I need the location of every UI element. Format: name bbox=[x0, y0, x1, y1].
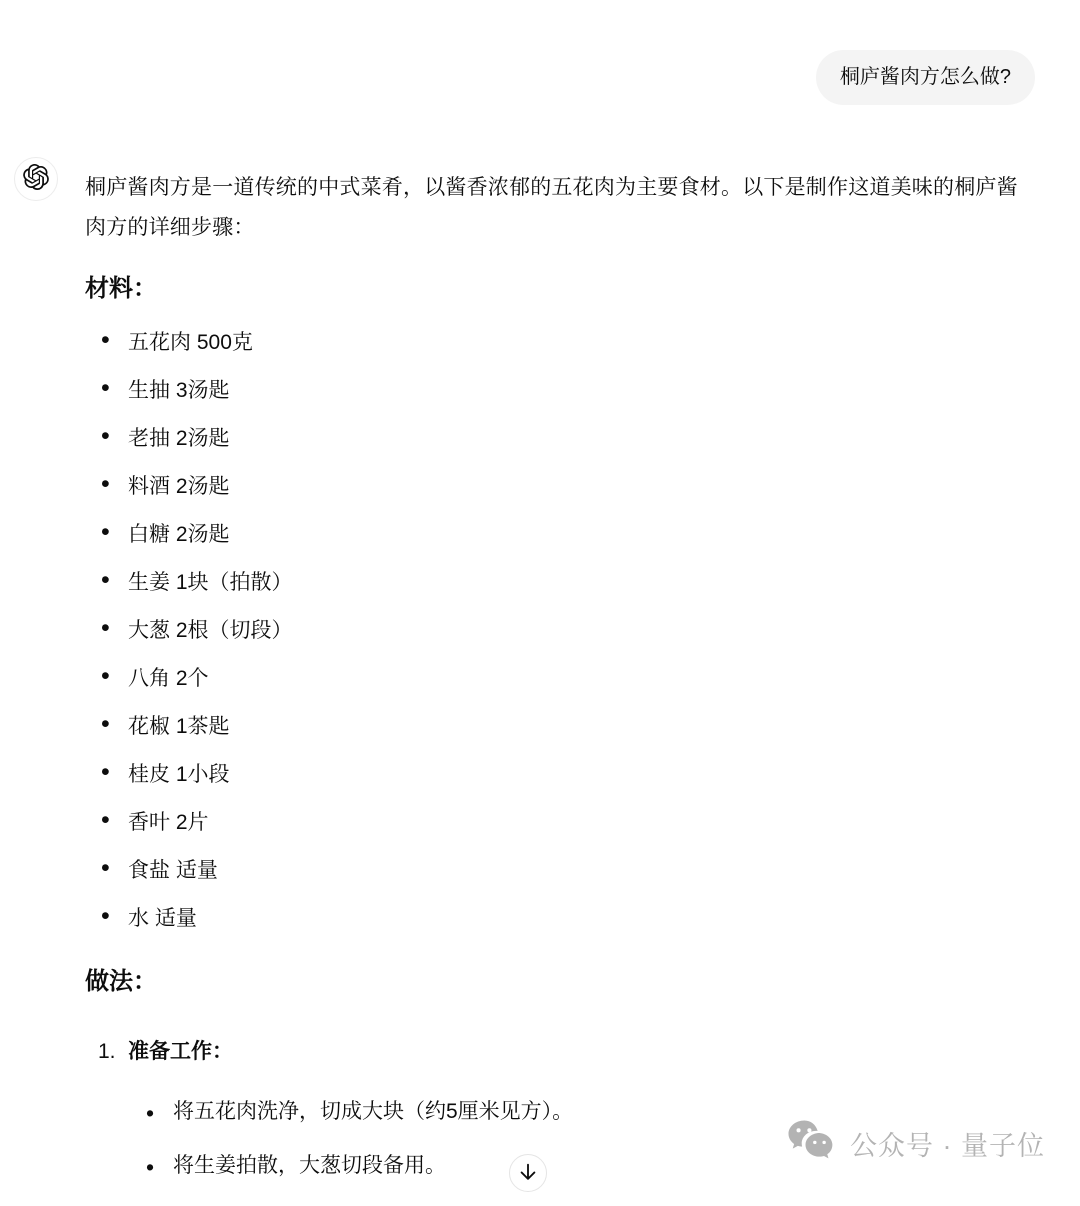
openai-logo-icon bbox=[23, 164, 49, 195]
list-item: • 大葱 2根（切段） bbox=[85, 607, 1025, 655]
scroll-to-bottom-button[interactable] bbox=[509, 1154, 547, 1192]
assistant-message-content bbox=[85, 157, 1025, 1206]
list-item: • 将五花肉洗净，切成大块（约5厘米见方）。 bbox=[85, 1098, 1025, 1126]
user-message-bubble: 桐庐酱肉方怎么做? bbox=[816, 50, 1035, 105]
list-item: • 花椒 1茶匙 bbox=[85, 703, 1025, 751]
list-item: • 将生姜拍散，大葱切段备用。 bbox=[85, 1152, 1025, 1180]
materials-heading: 材料： bbox=[85, 275, 157, 302]
down-arrow-icon bbox=[517, 1161, 539, 1186]
list-item: • 桂皮 1小段 bbox=[85, 751, 1025, 799]
list-item: • 生姜 1块（拍散） bbox=[85, 559, 1025, 607]
list-item: • 老抽 2汤匙 bbox=[85, 415, 1025, 463]
list-item: • 水 适量 bbox=[85, 895, 1025, 943]
step-number: 1. bbox=[98, 1040, 116, 1063]
list-item: • 料酒 2汤匙 bbox=[85, 463, 1025, 511]
list-item: • 食盐 适量 bbox=[85, 847, 1025, 895]
ingredient-list bbox=[85, 319, 1025, 943]
step-header bbox=[85, 1038, 1025, 1066]
watermark bbox=[786, 1118, 1045, 1168]
watermark-text: 公众号 · 量子位 bbox=[850, 1130, 1045, 1161]
assistant-avatar bbox=[14, 157, 58, 201]
list-item: • 白糖 2汤匙 bbox=[85, 511, 1025, 559]
user-message-row bbox=[816, 50, 1035, 105]
step-title: 准备工作： bbox=[128, 1040, 233, 1063]
list-item: • 生抽 3汤匙 bbox=[85, 367, 1025, 415]
list-item: • 五花肉 500克 bbox=[85, 319, 1025, 367]
method-heading: 做法： bbox=[85, 968, 157, 995]
list-item: • 八角 2个 bbox=[85, 655, 1025, 703]
list-item: • 香叶 2片 bbox=[85, 799, 1025, 847]
assistant-message-row bbox=[14, 157, 1035, 1206]
intro-paragraph: 桐庐酱肉方是一道传统的中式菜肴，以酱香浓郁的五花肉为主要食材。以下是制作这道美味的桐庐酱肉方的详细步骤： bbox=[85, 176, 1018, 239]
wechat-icon bbox=[786, 1118, 838, 1168]
